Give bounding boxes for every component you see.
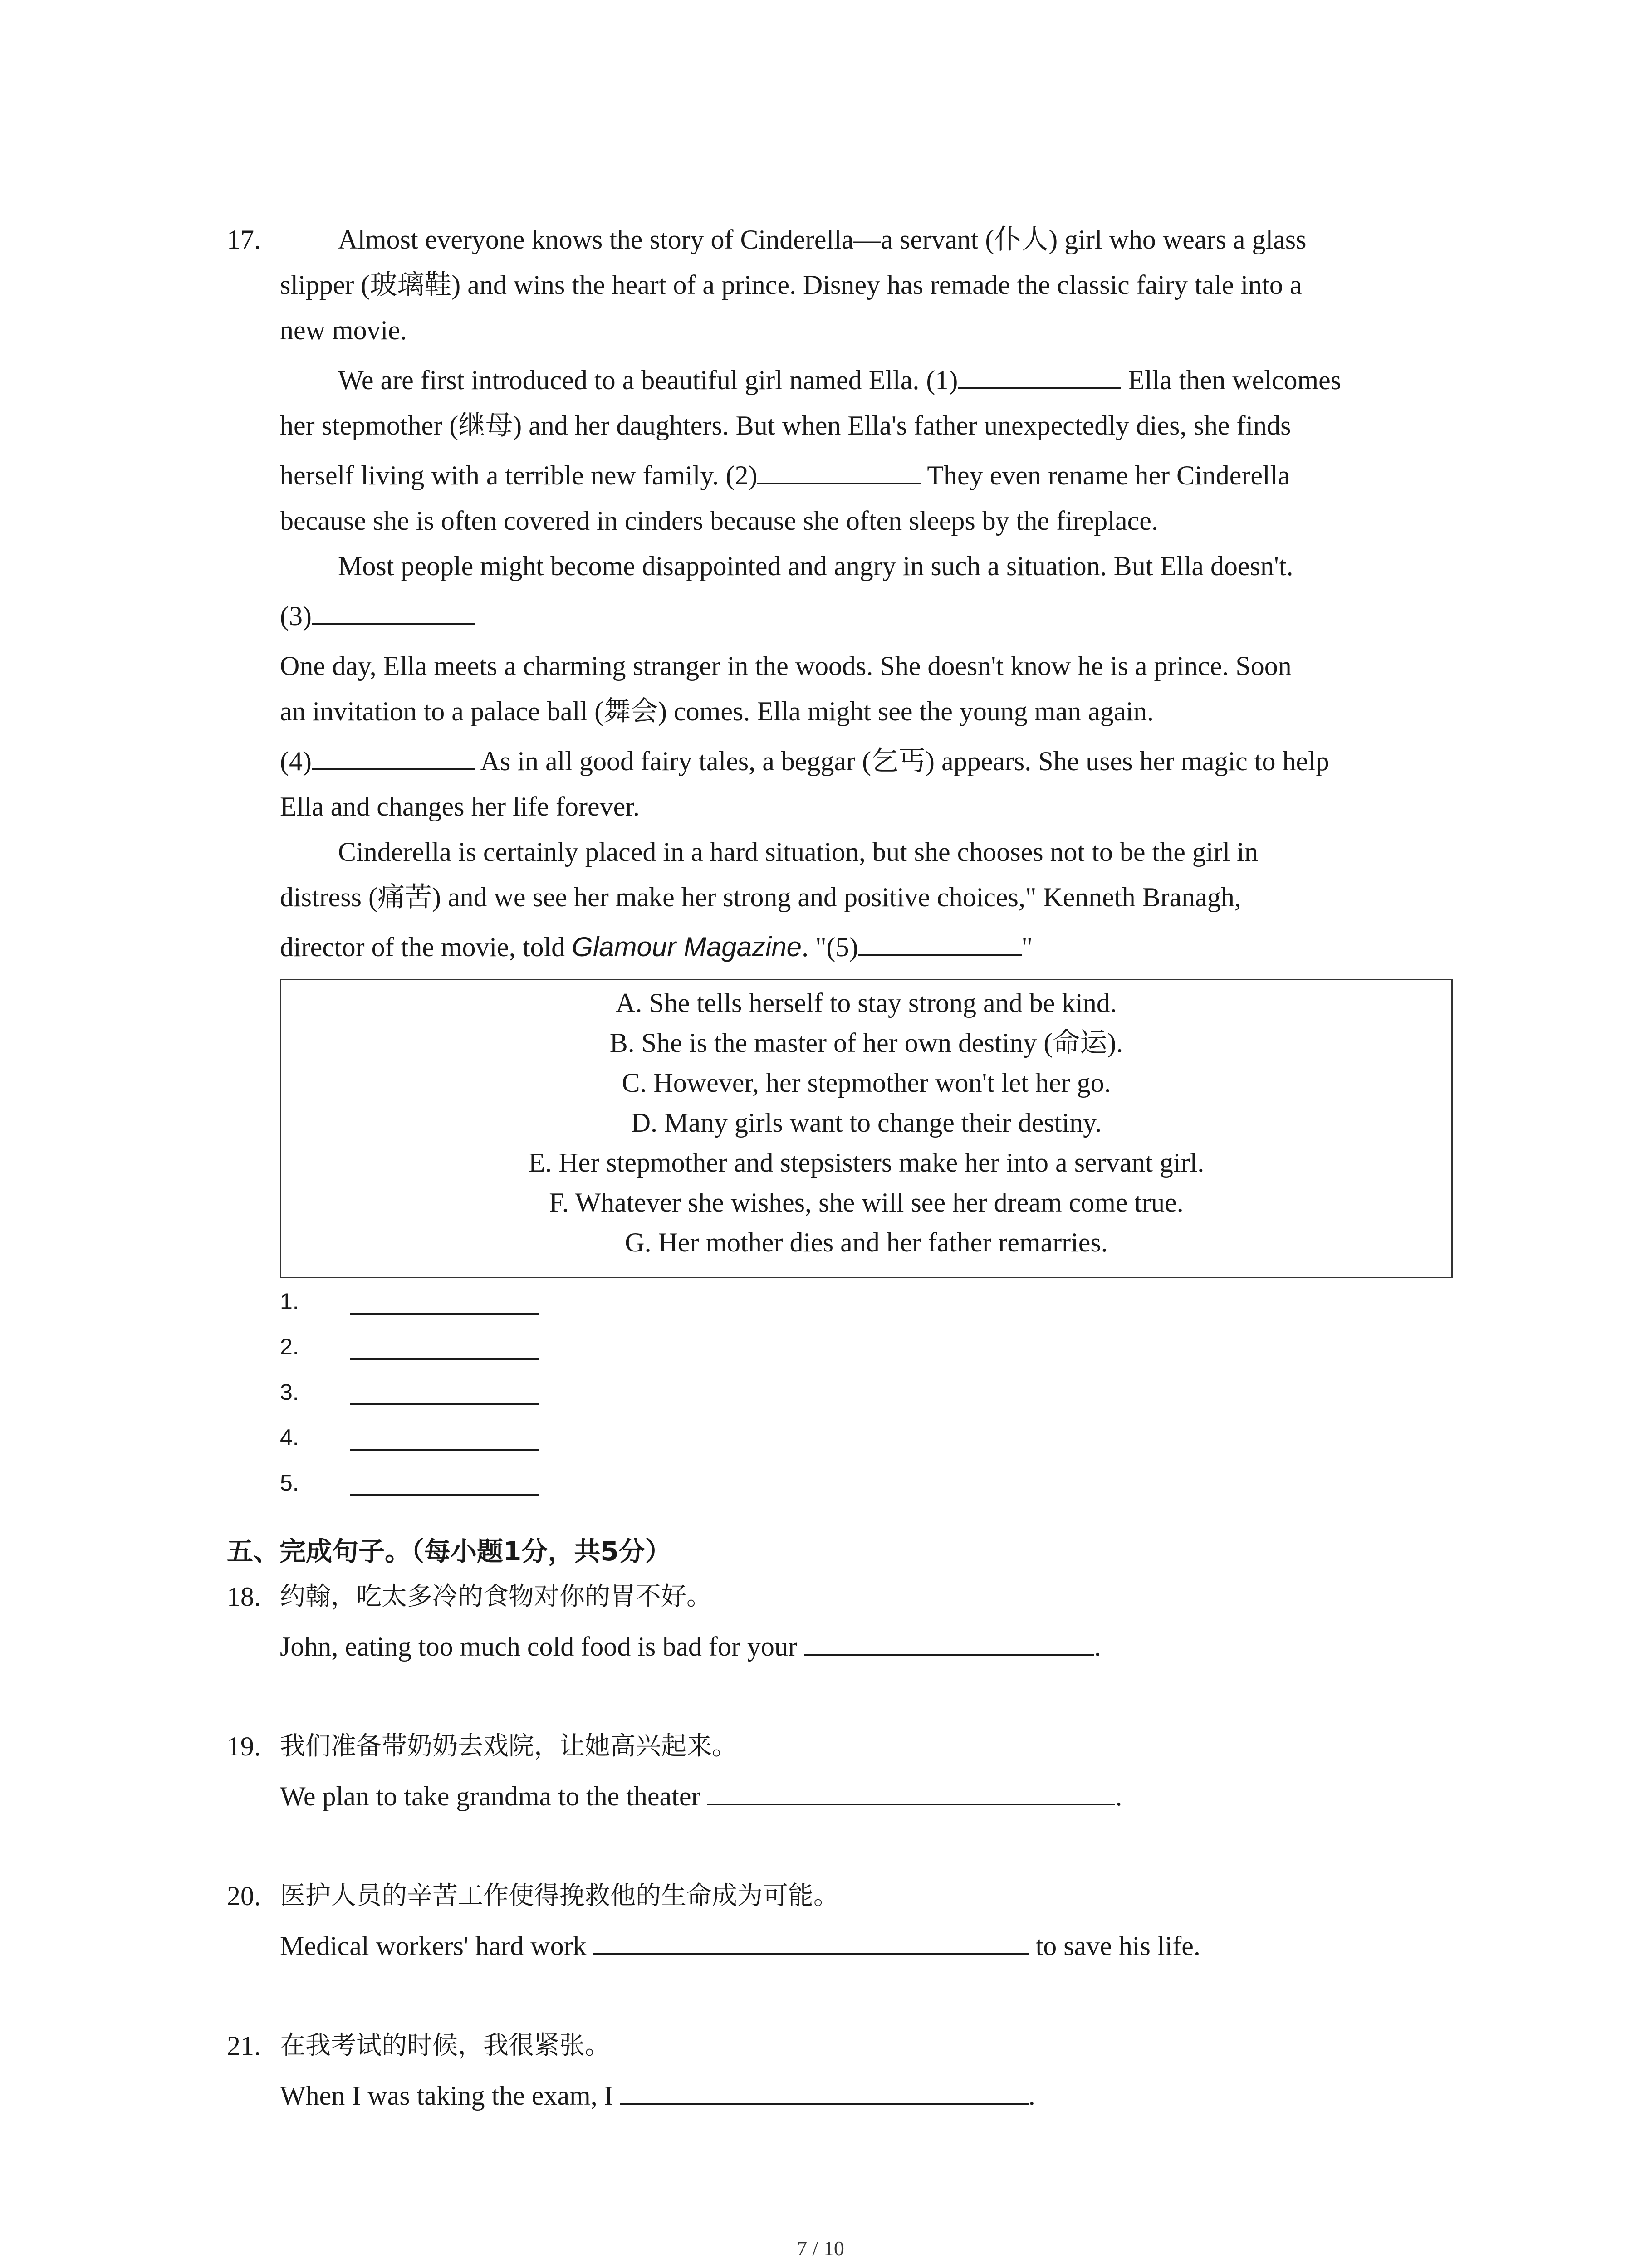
answer-blank[interactable] — [804, 1628, 1094, 1656]
passage-text: . "(5) — [802, 932, 858, 962]
option-c: C. However, her stepmother won't let her go. — [622, 1068, 1111, 1098]
question-19-number: 19. — [227, 1731, 261, 1761]
option-e: E. Her stepmother and stepsisters make her into a servant girl. — [528, 1148, 1205, 1178]
answer-number: 4. — [280, 1425, 299, 1450]
sentence-text: Medical workers' hard work — [280, 1931, 593, 1961]
blank-3 — [312, 598, 475, 625]
passage-line — [280, 928, 1033, 966]
sentence-text: . — [1094, 1632, 1101, 1662]
question-19-chinese: 我们准备带奶奶去戏院，让她高兴起来。 — [280, 1731, 737, 1761]
section-title: 五、完成句子。（每小题1分，共5分） — [227, 1536, 671, 1567]
sentence-text: John, eating too much cold food is bad for your — [280, 1632, 804, 1662]
option-g: G. Her mother dies and her father remarries. — [625, 1227, 1108, 1257]
answer-blank[interactable] — [593, 1928, 1029, 1955]
page-number: 7 / 10 — [797, 2237, 844, 2260]
passage-line — [338, 361, 1341, 399]
question-18-number: 18. — [227, 1582, 261, 1612]
passage-line: Most people might become disappointed and angry in such a situation. But Ella doesn't. — [338, 551, 1293, 581]
passage-line: One day, Ella meets a charming stranger in the woods. She doesn't know he is a prince. Soon — [280, 651, 1292, 681]
options-box — [280, 979, 1453, 1278]
blank-1 — [958, 362, 1121, 389]
passage-text: As in all good fairy tales, a beggar (乞丐) appears. She uses her magic to help — [475, 746, 1329, 776]
sentence-text: to save his life. — [1029, 1931, 1200, 1961]
question-20-english — [280, 1927, 1200, 1965]
blank-4 — [312, 743, 475, 770]
passage-text: Ella then welcomes — [1121, 365, 1342, 395]
answer-input[interactable] — [350, 1313, 539, 1315]
blank-5 — [858, 929, 1022, 956]
passage-line: Almost everyone knows the story of Cinderella—a servant (仆人) girl who wears a glass — [338, 225, 1307, 254]
answer-input[interactable] — [350, 1494, 539, 1496]
option-b: B. She is the master of her own destiny (命运). — [609, 1028, 1123, 1058]
sentence-text: When I was taking the exam, I — [280, 2081, 620, 2111]
question-21-number: 21. — [227, 2031, 261, 2061]
passage-text: They even rename her Cinderella — [921, 460, 1290, 490]
question-18-chinese: 约翰，吃太多冷的食物对你的胃不好。 — [280, 1582, 712, 1611]
option-d: D. Many girls want to change their destiny. — [631, 1108, 1102, 1138]
question-21-chinese: 在我考试的时候，我很紧张。 — [280, 2031, 610, 2060]
option-a: A. She tells herself to stay strong and be kind. — [616, 988, 1117, 1018]
passage-text: (3) — [280, 601, 312, 631]
passage-text: We are first introduced to a beautiful girl named Ella. (1) — [338, 365, 958, 395]
passage-line: her stepmother (继母) and her daughters. But when Ella's father unexpectedly dies, she finds — [280, 411, 1291, 440]
question-17-number: 17. — [227, 225, 261, 254]
passage-line: because she is often covered in cinders because she often sleeps by the fireplace. — [280, 506, 1158, 536]
passage-text: (4) — [280, 746, 312, 776]
answer-number: 5. — [280, 1470, 299, 1496]
sentence-text: . — [1115, 1781, 1122, 1811]
answer-number: 2. — [280, 1334, 299, 1359]
sentence-text: We plan to take grandma to the theater — [280, 1781, 707, 1811]
passage-text: director of the movie, told — [280, 932, 572, 962]
answer-blank[interactable] — [707, 1778, 1115, 1805]
answer-number: 1. — [280, 1289, 299, 1314]
passage-line — [280, 597, 475, 635]
passage-line: Ella and changes her life forever. — [280, 792, 640, 821]
passage-line — [280, 456, 1290, 494]
magazine-title: Glamour Magazine — [572, 932, 802, 962]
sentence-text: . — [1028, 2081, 1035, 2111]
answer-input[interactable] — [350, 1358, 539, 1360]
passage-line: Cinderella is certainly placed in a hard situation, but she chooses not to be the girl in — [338, 837, 1258, 867]
passage-text: herself living with a terrible new family. (2) — [280, 460, 758, 490]
passage-line — [280, 742, 1329, 780]
question-20-number: 20. — [227, 1881, 261, 1911]
question-21-english — [280, 2077, 1035, 2115]
blank-2 — [757, 457, 921, 484]
option-f: F. Whatever she wishes, she will see her dream come true. — [549, 1188, 1184, 1217]
passage-line: slipper (玻璃鞋) and wins the heart of a prince. Disney has remade the classic fairy tale into a — [280, 270, 1302, 300]
passage-line: an invitation to a palace ball (舞会) comes. Ella might see the young man again. — [280, 696, 1154, 726]
answer-blank[interactable] — [620, 2077, 1029, 2105]
question-18-english — [280, 1628, 1101, 1666]
answer-input[interactable] — [350, 1449, 539, 1451]
question-20-chinese: 医护人员的辛苦工作使得挽救他的生命成为可能。 — [280, 1881, 839, 1911]
passage-line: new movie. — [280, 315, 407, 345]
question-19-english — [280, 1777, 1122, 1815]
passage-line: distress (痛苦) and we see her make her strong and positive choices," Kenneth Branagh, — [280, 882, 1241, 912]
passage-text: " — [1021, 932, 1033, 962]
answer-number: 3. — [280, 1379, 299, 1405]
answer-input[interactable] — [350, 1403, 539, 1405]
